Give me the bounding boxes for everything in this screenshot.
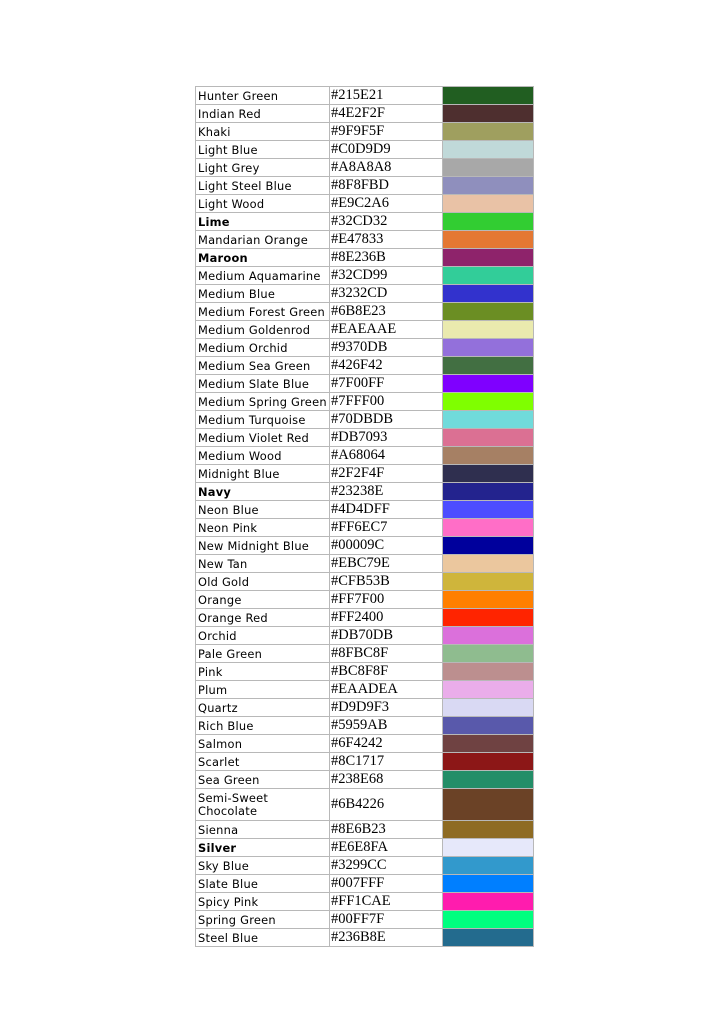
color-name-cell: Khaki: [196, 123, 330, 141]
color-name-cell: Semi-Sweet Chocolate: [196, 789, 330, 821]
color-swatch: [443, 231, 533, 248]
color-name-cell: Pink: [196, 663, 330, 681]
hex-code-cell: #8F8FBD: [330, 177, 443, 195]
color-swatch: [443, 591, 533, 608]
color-swatch: [443, 875, 533, 892]
color-swatch-cell: [443, 591, 534, 609]
color-swatch: [443, 857, 533, 874]
color-swatch-cell: [443, 929, 534, 947]
table-row: [196, 141, 534, 159]
hex-code-cell: #FF7F00: [330, 591, 443, 609]
color-swatch: [443, 483, 533, 500]
color-name-cell: Light Wood: [196, 195, 330, 213]
color-swatch-cell: [443, 249, 534, 267]
table-row: [196, 375, 534, 393]
color-name-cell: Light Steel Blue: [196, 177, 330, 195]
hex-code-cell: #70DBDB: [330, 411, 443, 429]
table-row: [196, 929, 534, 947]
hex-code-cell: #CFB53B: [330, 573, 443, 591]
table-row: [196, 681, 534, 699]
color-name-cell: Plum: [196, 681, 330, 699]
color-swatch-cell: [443, 609, 534, 627]
color-name-cell: Sea Green: [196, 771, 330, 789]
color-name-cell: Orchid: [196, 627, 330, 645]
color-name-cell: Medium Aquamarine: [196, 267, 330, 285]
table-row: [196, 893, 534, 911]
color-name-cell: Scarlet: [196, 753, 330, 771]
color-swatch-cell: [443, 893, 534, 911]
color-swatch: [443, 375, 533, 392]
color-name-cell: Neon Pink: [196, 519, 330, 537]
hex-code-cell: #23238E: [330, 483, 443, 501]
table-row: [196, 753, 534, 771]
hex-code-cell: #FF2400: [330, 609, 443, 627]
color-name-cell: Medium Slate Blue: [196, 375, 330, 393]
hex-code-cell: #9F9F5F: [330, 123, 443, 141]
color-name-cell: Medium Spring Green: [196, 393, 330, 411]
color-swatch-cell: [443, 285, 534, 303]
color-name-cell: Orange Red: [196, 609, 330, 627]
hex-code-cell: #32CD99: [330, 267, 443, 285]
table-row: [196, 911, 534, 929]
hex-code-cell: #3232CD: [330, 285, 443, 303]
hex-code-cell: #E6E8FA: [330, 839, 443, 857]
color-swatch-cell: [443, 735, 534, 753]
table-row: [196, 429, 534, 447]
hex-code-cell: #5959AB: [330, 717, 443, 735]
table-row: [196, 393, 534, 411]
hex-code-cell: #8FBC8F: [330, 645, 443, 663]
color-name-cell: Light Grey: [196, 159, 330, 177]
table-row: [196, 285, 534, 303]
hex-code-cell: #215E21: [330, 87, 443, 105]
color-swatch: [443, 321, 533, 338]
hex-code-cell: #00FF7F: [330, 911, 443, 929]
color-swatch: [443, 735, 533, 752]
color-swatch-cell: [443, 465, 534, 483]
table-row: [196, 537, 534, 555]
color-swatch: [443, 789, 533, 820]
hex-code-cell: #6B8E23: [330, 303, 443, 321]
color-swatch: [443, 893, 533, 910]
color-swatch: [443, 141, 533, 158]
color-swatch: [443, 537, 533, 554]
color-name-cell: Pale Green: [196, 645, 330, 663]
color-name-cell: Sky Blue: [196, 857, 330, 875]
table-row: [196, 821, 534, 839]
color-name-cell: New Tan: [196, 555, 330, 573]
hex-code-cell: #DB70DB: [330, 627, 443, 645]
hex-code-cell: #C0D9D9: [330, 141, 443, 159]
color-name-cell: Old Gold: [196, 573, 330, 591]
hex-code-cell: #EBC79E: [330, 555, 443, 573]
color-swatch-cell: [443, 627, 534, 645]
table-row: [196, 321, 534, 339]
color-name-cell: Light Blue: [196, 141, 330, 159]
table-row: [196, 501, 534, 519]
color-swatch-cell: [443, 911, 534, 929]
color-swatch: [443, 393, 533, 410]
color-swatch: [443, 627, 533, 644]
table-row: [196, 483, 534, 501]
color-swatch-cell: [443, 429, 534, 447]
table-row: [196, 447, 534, 465]
color-swatch: [443, 339, 533, 356]
color-name-cell: Steel Blue: [196, 929, 330, 947]
color-name-cell: Medium Turquoise: [196, 411, 330, 429]
color-swatch: [443, 465, 533, 482]
hex-code-cell: #DB7093: [330, 429, 443, 447]
color-swatch: [443, 519, 533, 536]
color-name-cell: Orange: [196, 591, 330, 609]
hex-code-cell: #7F00FF: [330, 375, 443, 393]
table-row: [196, 411, 534, 429]
table-row: [196, 771, 534, 789]
color-name-cell: Salmon: [196, 735, 330, 753]
table-row: [196, 519, 534, 537]
color-swatch-cell: [443, 123, 534, 141]
color-swatch-cell: [443, 717, 534, 735]
hex-code-cell: #E9C2A6: [330, 195, 443, 213]
color-swatch: [443, 159, 533, 176]
color-swatch: [443, 645, 533, 662]
color-swatch: [443, 123, 533, 140]
color-name-cell: Slate Blue: [196, 875, 330, 893]
table-row: [196, 699, 534, 717]
color-swatch: [443, 821, 533, 838]
color-swatch-cell: [443, 875, 534, 893]
hex-code-cell: #3299CC: [330, 857, 443, 875]
hex-code-cell: #32CD32: [330, 213, 443, 231]
hex-code-cell: #FF6EC7: [330, 519, 443, 537]
color-swatch-cell: [443, 177, 534, 195]
color-swatch-cell: [443, 411, 534, 429]
color-swatch-cell: [443, 321, 534, 339]
color-name-cell: Medium Forest Green: [196, 303, 330, 321]
table-row: [196, 789, 534, 821]
color-name-cell: Navy: [196, 483, 330, 501]
color-name-cell: Mandarian Orange: [196, 231, 330, 249]
color-swatch: [443, 177, 533, 194]
color-swatch-cell: [443, 537, 534, 555]
hex-code-cell: #A8A8A8: [330, 159, 443, 177]
color-swatch-cell: [443, 375, 534, 393]
table-row: [196, 663, 534, 681]
table-row: [196, 609, 534, 627]
color-swatch-cell: [443, 839, 534, 857]
color-swatch: [443, 87, 533, 104]
color-swatch: [443, 681, 533, 698]
color-name-cell: Midnight Blue: [196, 465, 330, 483]
color-name-cell: Neon Blue: [196, 501, 330, 519]
hex-code-cell: #FF1CAE: [330, 893, 443, 911]
color-name-cell: Spring Green: [196, 911, 330, 929]
hex-code-cell: #9370DB: [330, 339, 443, 357]
color-swatch: [443, 249, 533, 266]
color-swatch: [443, 771, 533, 788]
table-row: [196, 87, 534, 105]
color-name-cell: Silver: [196, 839, 330, 857]
color-swatch: [443, 753, 533, 770]
color-swatch: [443, 911, 533, 928]
color-swatch: [443, 195, 533, 212]
hex-code-cell: #007FFF: [330, 875, 443, 893]
table-row: [196, 465, 534, 483]
table-row: [196, 839, 534, 857]
color-swatch-cell: [443, 105, 534, 123]
color-name-cell: Sienna: [196, 821, 330, 839]
color-swatch: [443, 501, 533, 518]
hex-code-cell: #6F4242: [330, 735, 443, 753]
color-name-cell: Medium Goldenrod: [196, 321, 330, 339]
color-name-cell: Medium Wood: [196, 447, 330, 465]
color-swatch-cell: [443, 771, 534, 789]
table-row: [196, 123, 534, 141]
hex-code-cell: #2F2F4F: [330, 465, 443, 483]
color-name-cell: Quartz: [196, 699, 330, 717]
hex-code-cell: #8C1717: [330, 753, 443, 771]
hex-code-cell: #236B8E: [330, 929, 443, 947]
color-swatch-cell: [443, 519, 534, 537]
color-swatch: [443, 717, 533, 734]
color-swatch-cell: [443, 699, 534, 717]
color-swatch-cell: [443, 87, 534, 105]
color-swatch-cell: [443, 339, 534, 357]
table-row: [196, 213, 534, 231]
color-name-cell: Medium Blue: [196, 285, 330, 303]
color-swatch-cell: [443, 857, 534, 875]
hex-code-cell: #8E236B: [330, 249, 443, 267]
color-name-cell: Medium Orchid: [196, 339, 330, 357]
color-swatch: [443, 699, 533, 716]
color-table: [195, 86, 534, 947]
color-name-cell: Medium Violet Red: [196, 429, 330, 447]
color-swatch-cell: [443, 501, 534, 519]
table-row: [196, 159, 534, 177]
hex-code-cell: #EAADEA: [330, 681, 443, 699]
color-swatch: [443, 663, 533, 680]
color-swatch-cell: [443, 357, 534, 375]
table-row: [196, 857, 534, 875]
color-swatch: [443, 411, 533, 428]
color-swatch-cell: [443, 141, 534, 159]
color-swatch-cell: [443, 681, 534, 699]
color-swatch: [443, 357, 533, 374]
hex-code-cell: #4D4DFF: [330, 501, 443, 519]
color-swatch-cell: [443, 267, 534, 285]
color-swatch: [443, 213, 533, 230]
color-swatch: [443, 267, 533, 284]
hex-code-cell: #EAEAAE: [330, 321, 443, 339]
table-row: [196, 231, 534, 249]
hex-code-cell: #BC8F8F: [330, 663, 443, 681]
table-row: [196, 645, 534, 663]
table-row: [196, 357, 534, 375]
color-swatch-cell: [443, 159, 534, 177]
color-swatch: [443, 303, 533, 320]
color-swatch-cell: [443, 393, 534, 411]
color-swatch: [443, 429, 533, 446]
hex-code-cell: #A68064: [330, 447, 443, 465]
color-swatch: [443, 555, 533, 572]
table-row: [196, 105, 534, 123]
table-row: [196, 591, 534, 609]
color-swatch: [443, 447, 533, 464]
color-name-cell: Hunter Green: [196, 87, 330, 105]
color-swatch: [443, 609, 533, 626]
color-swatch-cell: [443, 303, 534, 321]
hex-code-cell: #238E68: [330, 771, 443, 789]
table-row: [196, 249, 534, 267]
table-row: [196, 303, 534, 321]
table-row: [196, 735, 534, 753]
hex-code-cell: #4E2F2F: [330, 105, 443, 123]
color-name-cell: Medium Sea Green: [196, 357, 330, 375]
color-name-cell: Indian Red: [196, 105, 330, 123]
table-row: [196, 267, 534, 285]
table-row: [196, 177, 534, 195]
color-swatch-cell: [443, 195, 534, 213]
hex-code-cell: #6B4226: [330, 789, 443, 821]
color-swatch: [443, 285, 533, 302]
color-swatch-cell: [443, 645, 534, 663]
color-swatch: [443, 929, 533, 946]
color-swatch-cell: [443, 821, 534, 839]
table-row: [196, 339, 534, 357]
color-swatch: [443, 105, 533, 122]
table-row: [196, 717, 534, 735]
hex-code-cell: #E47833: [330, 231, 443, 249]
table-row: [196, 627, 534, 645]
hex-code-cell: #D9D9F3: [330, 699, 443, 717]
color-swatch-cell: [443, 483, 534, 501]
color-name-cell: Rich Blue: [196, 717, 330, 735]
color-swatch: [443, 839, 533, 856]
color-swatch-cell: [443, 555, 534, 573]
color-swatch-cell: [443, 663, 534, 681]
color-swatch-cell: [443, 753, 534, 771]
color-swatch: [443, 573, 533, 590]
hex-code-cell: #00009C: [330, 537, 443, 555]
color-table-body: [196, 87, 534, 947]
color-swatch-cell: [443, 213, 534, 231]
color-swatch-cell: [443, 573, 534, 591]
table-row: [196, 555, 534, 573]
hex-code-cell: #8E6B23: [330, 821, 443, 839]
color-name-cell: Maroon: [196, 249, 330, 267]
table-row: [196, 195, 534, 213]
table-row: [196, 875, 534, 893]
color-swatch-cell: [443, 789, 534, 821]
color-swatch-cell: [443, 231, 534, 249]
hex-code-cell: #426F42: [330, 357, 443, 375]
table-row: [196, 573, 534, 591]
color-name-cell: New Midnight Blue: [196, 537, 330, 555]
hex-code-cell: #7FFF00: [330, 393, 443, 411]
color-name-cell: Lime: [196, 213, 330, 231]
color-name-cell: Spicy Pink: [196, 893, 330, 911]
color-swatch-cell: [443, 447, 534, 465]
